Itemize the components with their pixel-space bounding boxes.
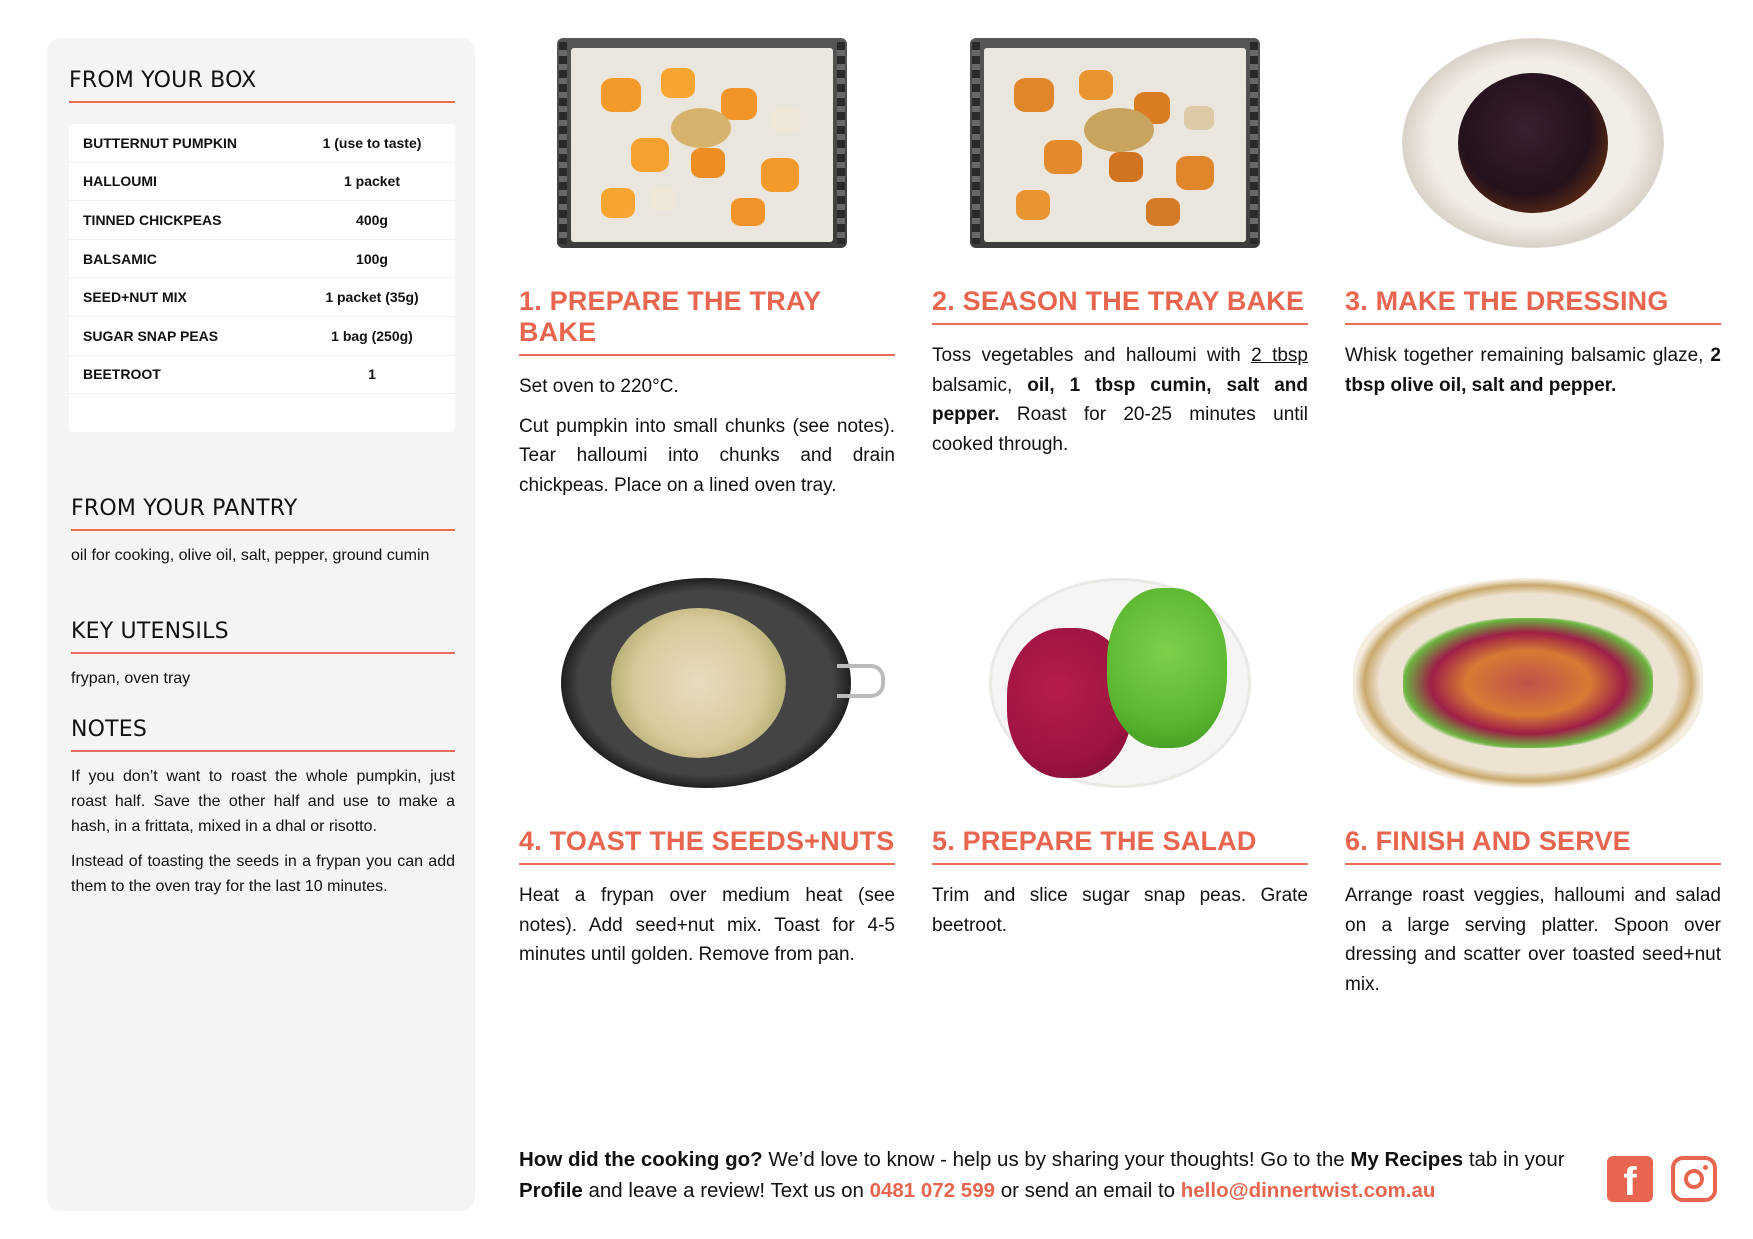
ingredient-quantity: 100g [356, 250, 388, 267]
facebook-icon[interactable]: f [1607, 1156, 1653, 1202]
ingredient-quantity: 1 [368, 366, 376, 383]
step-5-title: 5. PREPARE THE SALAD [932, 826, 1308, 865]
step-6 [1345, 578, 1721, 999]
table-row [69, 240, 455, 279]
step-5-paragraph: Trim and slice sugar snap peas. Grate beetroot. [932, 885, 1308, 936]
ingredient-name: SEED+NUT MIX [83, 289, 187, 306]
oven-tray-image [557, 38, 847, 248]
notes-paragraph: If you don’t want to roast the whole pumpkin, just roast half. Save the other half and use to make a hash, in a frittata, mixed in a dhal or risotto. [71, 768, 455, 835]
step-2-photo [932, 38, 1308, 248]
ingredient-name: BEETROOT [83, 366, 161, 383]
step-2-text-part: Roast for 20-25 minutes until cooked through. [932, 404, 1308, 455]
table-row [69, 163, 455, 202]
step-2-text-part: balsamic, [932, 374, 1028, 396]
serving-platter-image [1353, 578, 1703, 788]
ingredient-quantity: 1 packet [343, 173, 401, 190]
step-5-photo [932, 578, 1308, 788]
ingredient-quantity: 400g [356, 211, 388, 228]
step-3 [1345, 38, 1721, 400]
step-1-text [519, 372, 895, 500]
ingredient-name: HALLOUMI [83, 173, 157, 190]
step-1-paragraph: Cut pumpkin into small chunks (see notes). Tear halloumi into chunks and drain chickpeas. Place on a lined oven tray. [519, 415, 895, 496]
notes-paragraph: Instead of toasting the seeds in a frypan you can add them to the oven tray for the last 10 minutes. [71, 853, 455, 895]
feedback-footer [519, 1144, 1579, 1206]
ingredient-name: BALSAMIC [83, 250, 157, 267]
step-2-underlined-amount: 2 tbsp [1251, 345, 1309, 366]
utensils-section [71, 619, 455, 691]
from-your-box-title: FROM YOUR BOX [69, 68, 455, 103]
footer-text: or send an email to [995, 1179, 1181, 1202]
step-2-title: 2. SEASON THE TRAY BAKE [932, 286, 1308, 325]
step-5 [932, 578, 1308, 940]
step-4 [519, 578, 895, 970]
pantry-section [71, 496, 455, 568]
step-6-photo [1345, 578, 1721, 788]
email-link[interactable]: hello@dinnertwist.com.au [1180, 1179, 1436, 1202]
table-row [69, 356, 455, 395]
footer-text: We’d love to know - help us by sharing your thoughts! Go to the [762, 1148, 1351, 1171]
step-6-text [1345, 881, 1721, 999]
footer-question: How did the cooking go? [519, 1148, 763, 1171]
sidebar [47, 38, 475, 1211]
ingredient-quantity: 1 packet (35g) [325, 289, 419, 306]
step-6-title: 6. FINISH AND SERVE [1345, 826, 1721, 865]
step-5-text [932, 881, 1308, 940]
seasoned-tray-image [970, 38, 1260, 248]
profile-label: Profile [519, 1179, 583, 1202]
table-row [69, 278, 455, 317]
step-2-bold-text: oil, 1 tbsp cumin, salt and pepper. [932, 374, 1308, 425]
footer-text: and leave a review! Text us on [582, 1179, 870, 1202]
step-4-paragraph: Heat a frypan over medium heat (see notes). Add seed+nut mix. Toast for 4-5 minutes until golden. Remove from pan. [519, 885, 895, 965]
step-4-photo [519, 578, 895, 788]
step-3-photo [1345, 38, 1721, 248]
step-4-title: 4. TOAST THE SEEDS+NUTS [519, 826, 895, 865]
instagram-icon[interactable] [1671, 1156, 1717, 1202]
step-3-text-part: Whisk together remaining balsamic glaze, [1345, 345, 1711, 366]
table-row [69, 317, 455, 356]
ingredient-quantity: 1 (use to taste) [322, 134, 422, 151]
step-6-paragraph: Arrange roast veggies, halloumi and salad on a large serving platter. Spoon over dressing and scatter over toasted seed+nut mix. [1345, 885, 1721, 995]
step-2-text [932, 341, 1308, 459]
dressing-bowl-image [1402, 38, 1664, 248]
pantry-text: oil for cooking, olive oil, salt, pepper, ground cumin [71, 547, 430, 564]
step-1-title: 1. PREPARE THE TRAY BAKE [519, 286, 895, 356]
ingredient-name: BUTTERNUT PUMPKIN [83, 134, 237, 151]
step-3-title: 3. MAKE THE DRESSING [1345, 286, 1721, 325]
ingredients-table [69, 124, 455, 432]
footer-text: tab in your [1463, 1148, 1565, 1171]
notes-title: NOTES [71, 717, 455, 752]
utensils-text: frypan, oven tray [71, 670, 191, 687]
step-1-photo [519, 38, 895, 248]
key-utensils-title: KEY UTENSILS [71, 619, 455, 654]
frypan-image [561, 578, 851, 788]
step-2 [932, 38, 1308, 459]
table-row [69, 124, 455, 163]
my-recipes-label: My Recipes [1350, 1148, 1464, 1171]
step-4-text [519, 881, 895, 970]
ingredient-quantity: 1 bag (250g) [331, 327, 413, 344]
step-1 [519, 38, 895, 500]
notes-section [71, 717, 455, 899]
ingredient-name: TINNED CHICKPEAS [83, 211, 222, 228]
salad-plate-image [989, 578, 1251, 788]
from-your-pantry-title: FROM YOUR PANTRY [71, 496, 455, 531]
step-3-bold-text: 2 tbsp olive oil, salt and pepper. [1345, 345, 1721, 396]
table-row [69, 201, 455, 240]
step-2-text-part: Toss vegetables and halloumi with [932, 345, 1252, 366]
phone-number-link[interactable]: 0481 072 599 [869, 1179, 995, 1202]
step-1-paragraph: Set oven to 220°C. [519, 376, 679, 397]
step-3-text [1345, 341, 1721, 400]
ingredient-name: SUGAR SNAP PEAS [83, 327, 219, 344]
